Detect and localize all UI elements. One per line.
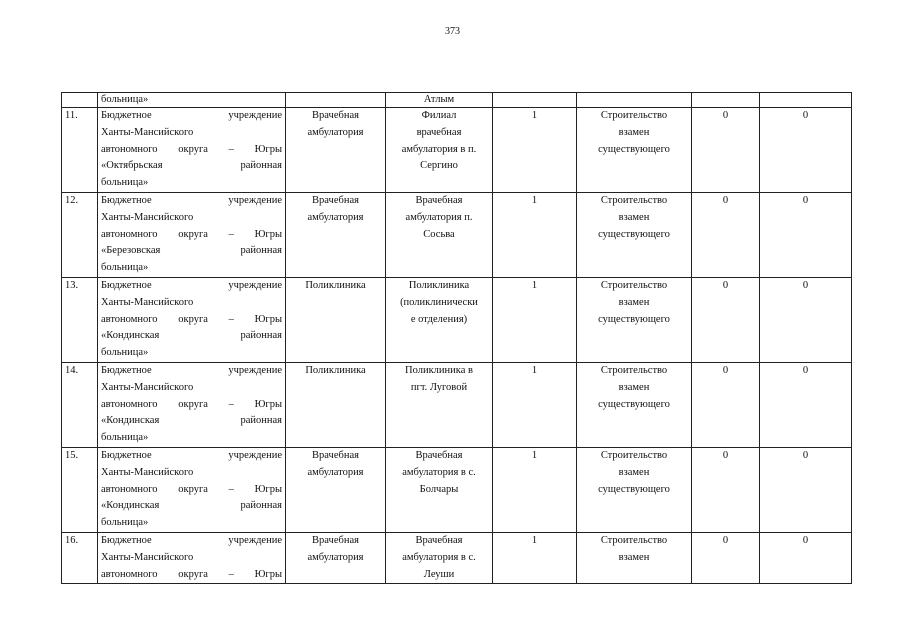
cell-value-2: 0 <box>760 192 852 277</box>
cell-number <box>62 93 98 108</box>
cell-count: 1 <box>493 362 577 447</box>
institution-line: Бюджетное учреждение <box>101 364 282 376</box>
institution-line: Ханты-Мансийского <box>101 466 194 478</box>
cell-value-1: 0 <box>692 532 760 583</box>
cell-count: 1 <box>493 532 577 583</box>
institution-line: «Кондинская районная <box>101 415 282 427</box>
cell-facility-type: Врачебная амбулатория <box>286 192 386 277</box>
cell-object: Поликлиника в пгт. Луговой <box>386 362 493 447</box>
cell-institution <box>98 532 286 583</box>
institution-line: Бюджетное учреждение <box>101 279 282 291</box>
cell-value-1: 0 <box>692 362 760 447</box>
cell-number: 12. <box>62 192 98 277</box>
institution-line: Бюджетное учреждение <box>101 449 282 461</box>
cell-work-type <box>577 93 692 108</box>
cell-institution <box>98 447 286 532</box>
cell-value-2 <box>760 93 852 108</box>
institution-line: больница» <box>101 177 149 189</box>
table-row <box>62 108 852 193</box>
cell-institution <box>98 192 286 277</box>
cell-object: Филиал врачебная амбулатория в п. Сергино <box>386 108 493 193</box>
cell-value-2: 0 <box>760 277 852 362</box>
cell-number: 16. <box>62 532 98 583</box>
institution-line: «Березовская районная <box>101 245 282 257</box>
institution-line: больница» <box>101 517 149 529</box>
cell-work-type: Строительство взамен существующего <box>577 108 692 193</box>
cell-count: 1 <box>493 108 577 193</box>
cell-facility-type: Поликлиника <box>286 362 386 447</box>
cell-work-type: Строительство взамен существующего <box>577 277 692 362</box>
table-row <box>62 447 852 532</box>
cell-value-2: 0 <box>760 108 852 193</box>
table-row <box>62 532 852 583</box>
cell-number: 15. <box>62 447 98 532</box>
cell-object: Поликлиника (поликлинически е отделения) <box>386 277 493 362</box>
institution-line: Бюджетное учреждение <box>101 534 282 546</box>
cell-value-1: 0 <box>692 192 760 277</box>
institution-line: больница» <box>101 432 149 444</box>
table-body <box>62 93 852 584</box>
institution-line: «Кондинская районная <box>101 330 282 342</box>
institution-line: больница» <box>101 94 149 105</box>
institution-line: больница» <box>101 347 149 359</box>
cell-number: 13. <box>62 277 98 362</box>
institution-line: автономного округа – Югры <box>101 143 282 155</box>
cell-value-2: 0 <box>760 532 852 583</box>
institution-line: автономного округа – Югры <box>101 398 282 410</box>
cell-value-1: 0 <box>692 108 760 193</box>
cell-facility-type: Врачебная амбулатория <box>286 108 386 193</box>
table-row <box>62 362 852 447</box>
institution-line: «Октябрьская районная <box>101 160 282 172</box>
cell-work-type: Строительство взамен <box>577 532 692 583</box>
institution-line: больница» <box>101 262 149 274</box>
cell-institution <box>98 93 286 108</box>
cell-facility-type: Врачебная амбулатория <box>286 532 386 583</box>
cell-facility-type <box>286 93 386 108</box>
page-number: 373 <box>445 26 460 37</box>
institution-line: Ханты-Мансийского <box>101 551 194 563</box>
cell-count: 1 <box>493 192 577 277</box>
cell-number: 11. <box>62 108 98 193</box>
cell-facility-type: Поликлиника <box>286 277 386 362</box>
table-row <box>62 192 852 277</box>
facilities-table <box>61 92 852 584</box>
cell-object: Врачебная амбулатория в с. Леуши <box>386 532 493 583</box>
cell-value-2: 0 <box>760 362 852 447</box>
institution-line: Ханты-Мансийского <box>101 381 194 393</box>
institution-line: Бюджетное учреждение <box>101 194 282 206</box>
cell-value-1: 0 <box>692 277 760 362</box>
cell-count: 1 <box>493 277 577 362</box>
cell-work-type: Строительство взамен существующего <box>577 192 692 277</box>
cell-value-1 <box>692 93 760 108</box>
table-row-continuation <box>62 93 852 108</box>
institution-line: Ханты-Мансийского <box>101 296 194 308</box>
institution-line: автономного округа – Югры <box>101 568 282 580</box>
cell-object: Врачебная амбулатория в с. Болчары <box>386 447 493 532</box>
cell-work-type: Строительство взамен существующего <box>577 447 692 532</box>
cell-institution <box>98 277 286 362</box>
institution-line: «Кондинская районная <box>101 500 282 512</box>
cell-institution <box>98 362 286 447</box>
cell-value-1: 0 <box>692 447 760 532</box>
cell-facility-type: Врачебная амбулатория <box>286 447 386 532</box>
institution-line: автономного округа – Югры <box>101 313 282 325</box>
institution-line: Бюджетное учреждение <box>101 110 282 121</box>
cell-work-type: Строительство взамен существующего <box>577 362 692 447</box>
cell-count: 1 <box>493 447 577 532</box>
cell-value-2: 0 <box>760 447 852 532</box>
institution-line: Ханты-Мансийского <box>101 126 194 138</box>
cell-institution <box>98 108 286 193</box>
institution-line: Ханты-Мансийского <box>101 211 194 223</box>
institution-line: автономного округа – Югры <box>101 483 282 495</box>
cell-count <box>493 93 577 108</box>
cell-number: 14. <box>62 362 98 447</box>
table-row <box>62 277 852 362</box>
cell-object: Врачебная амбулатория п. Сосьва <box>386 192 493 277</box>
cell-object: Атлым <box>386 93 493 108</box>
institution-line: автономного округа – Югры <box>101 228 282 240</box>
